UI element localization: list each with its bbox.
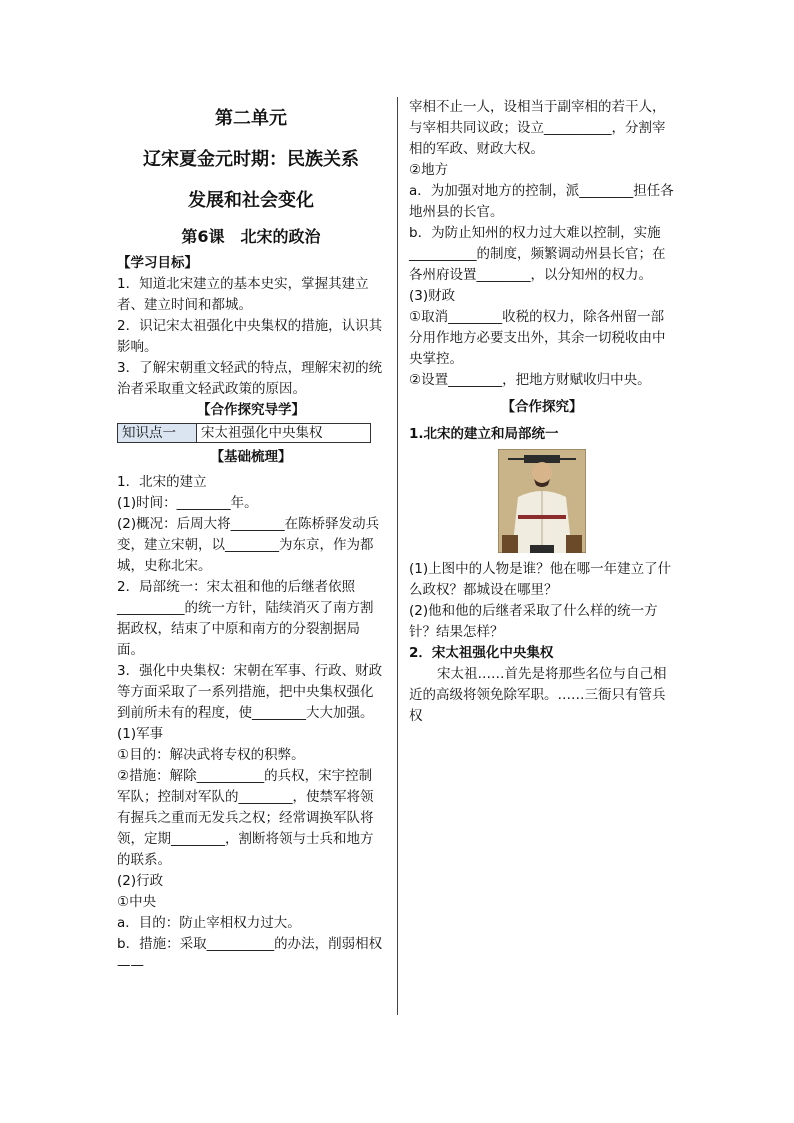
body-line: (1)军事 xyxy=(117,726,164,742)
body-line: ②措施：解除__________的兵权，宋宇控制军队；控制对军队的________，使禁军将领有握兵之重而无发兵之权；经常调换军队将领，定期________，割断将领与士兵和地方的联系。 xyxy=(117,768,374,868)
body-line: 3．强化中央集权：宋朝在军事、行政、财政等方面采取了一系列措施，把中央集权强化到前所未有的程度，使________大大加强。 xyxy=(117,663,383,721)
goal-item: 2．识记宋太祖强化中央集权的措施，认识其影响。 xyxy=(117,318,383,355)
body-line: ①取消________收税的权力，除各州留一部分用作地方必要支出外，其余一切税收由中央掌控。 xyxy=(409,309,666,367)
body-line: 2．局部统一：宋太祖和他的后继者依照__________的统一方针，陆续消灭了南方割据政权，结束了中原和南方的分裂割据局面。 xyxy=(117,579,374,658)
goal-item: 1．知道北宋建立的基本史实，掌握其建立者、建立时间和都城。 xyxy=(117,276,369,313)
unit-subtitle-line2: 发展和社会变化 xyxy=(188,190,314,211)
emperor-portrait-image xyxy=(498,449,586,553)
right-column xyxy=(409,97,675,727)
knowledge-point-table xyxy=(117,423,371,443)
goals-heading: 【学习目标】 xyxy=(117,255,198,271)
body-line: 1．北宋的建立 xyxy=(117,474,207,490)
body-line: ②地方 xyxy=(409,162,449,178)
question2-quote: 宋太祖……首先是将那些名位与自己相近的高级将领免除军职。……三衙只有管兵权 xyxy=(409,666,667,724)
body-line: 宰相不止一人，设相当于副宰相的若干人，与宰相共同议政；设立__________，分割宰相的军政、财政大权。 xyxy=(409,99,666,157)
goal-item: 3．了解宋朝重文轻武的特点，理解宋初的统治者采取重文轻武政策的原因。 xyxy=(117,360,383,397)
unit-subtitle-line1: 辽宋夏金元时期：民族关系 xyxy=(143,149,359,170)
body-line: (2)行政 xyxy=(117,873,164,889)
knowledge-point-label: 知识点一 xyxy=(118,424,197,443)
body-line: (3)财政 xyxy=(409,288,456,304)
knowledge-point-topic: 宋太祖强化中央集权 xyxy=(197,424,371,443)
body-line: ①中央 xyxy=(117,894,157,910)
body-line: ②设置________，把地方财赋收归中央。 xyxy=(409,372,651,388)
body-line: b．为防止知州的权力过大难以控制，实施__________的制度，频繁调动州县长官；在各州府设置________，以分知州的权力。 xyxy=(409,225,666,283)
question1-title: 1.北宋的建立和局部统一 xyxy=(409,426,559,442)
body-line: b．措施：采取__________的办法，削弱相权—— xyxy=(117,936,383,973)
body-line: a．目的：防止宰相权力过大。 xyxy=(117,915,301,931)
question-item: (1)上图中的人物是谁？他在哪一年建立了什么政权？都城设在哪里？ xyxy=(409,561,672,598)
unit-title: 第二单元 xyxy=(215,108,287,129)
left-column xyxy=(117,97,385,976)
lesson-title: 第6课 北宋的政治 xyxy=(181,227,321,246)
guide-heading: 【合作探究导学】 xyxy=(197,402,305,418)
body-line: ①目的：解决武将专权的积弊。 xyxy=(117,747,305,763)
question2-title: 2．宋太祖强化中央集权 xyxy=(409,645,554,661)
body-line: a．为加强对地方的控制，派________担任各地州县的长官。 xyxy=(409,183,674,220)
question-item: (2)他和他的后继者采取了什么样的统一方针？结果怎样？ xyxy=(409,603,658,640)
basic-heading: 【基础梳理】 xyxy=(210,449,292,465)
body-line: (1)时间：________年。 xyxy=(117,495,258,511)
body-line: (2)概况：后周大将________在陈桥驿发动兵变，建立宋朝，以________为东京，作为都城，史称北宋。 xyxy=(117,516,380,574)
explore-heading: 【合作探究】 xyxy=(501,399,583,415)
column-divider xyxy=(397,97,398,1015)
